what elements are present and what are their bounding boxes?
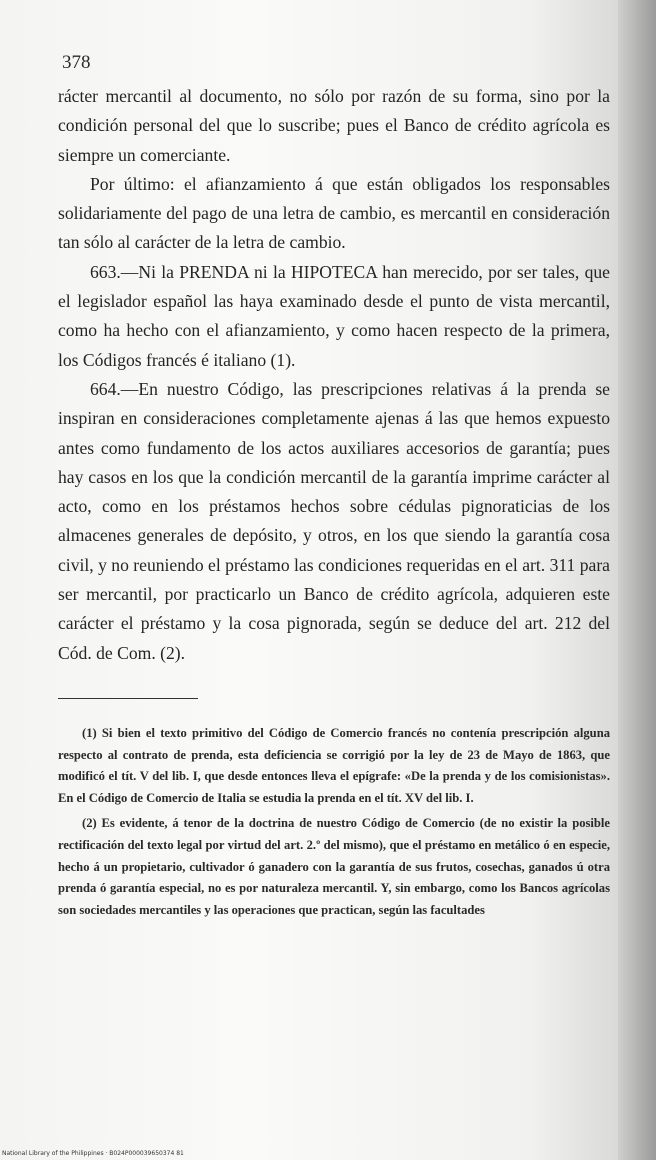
page-edge-shadow	[618, 0, 656, 1160]
body-text	[58, 82, 610, 668]
paragraph: 663.—Ni la PRENDA ni la HIPOTECA han merecido, por ser tales, que el legislador español las haya examinado desde el punto de vista mercantil, como ha hecho con el afianzamiento, y como hacen respecto de la primera, los Códigos francés é italiano (1).	[58, 261, 610, 370]
footnote: (1) Si bien el texto primitivo del Código de Comercio francés no contenía prescripción alguna respecto al contrato de prenda, esta deficiencia se corrigió por la ley de 23 de Mayo de 1863, que modificó el tít. V del lib. I, que desde entonces lleva el epígrafe: «De la prenda y de los comisionistas». En el Código de Comercio de Italia se estudia la prenda en el tít. XV del lib. I.	[58, 725, 610, 805]
paragraph: Por último: el afianzamiento á que están obligados los responsables solidariamente del pago de una letra de cambio, es mercantil en consideración tan sólo al carácter de la letra de cambio.	[58, 173, 610, 253]
paragraph: rácter mercantil al documento, no sólo por razón de su forma, sino por la condición personal del que lo suscribe; pues el Banco de crédito agrícola es siempre un comerciante.	[58, 86, 610, 165]
footnote-divider	[58, 698, 198, 699]
paragraph: 664.—En nuestro Código, las prescripciones relativas á la prenda se inspiran en consideraciones completamente ajenas á las que hemos expuesto antes como fundamento de los actos auxiliares accesorios de garantía; pues hay casos en los que la condición mercantil de la garantía imprime carácter al acto, como en los préstamos hechos sobre cédulas pignoraticias de los almacenes generales de depósito, y otros, en los que siendo la garantía cosa civil, y no reuniendo el préstamo las condiciones requeridas en el art. 311 para ser mercantil, por practicarlo un Banco de crédito agrícola, adquieren este carácter el préstamo y la cosa pignorada, según se deduce del art. 212 del Cód. de Com. (2).	[58, 378, 610, 663]
footnotes	[58, 723, 610, 921]
footnote: (2) Es evidente, á tenor de la doctrina de nuestro Código de Comercio (de no existir la posible rectificación del texto legal por virtud del art. 2.º del mismo), que el préstamo en metálico ó en especie, hecho á un propietario, cultivador ó ganadero con la garantía de sus frutos, cosechas, ganados ú otra prenda ó garantía especial, no es por naturaleza mercantil. Y, sin embargo, como los Bancos agrícolas son sociedades mercantiles y las operaciones que practican, según las facultades	[58, 816, 610, 917]
page-content	[58, 52, 610, 925]
page-number: 378	[62, 52, 91, 73]
scan-footer: National Library of the Philippines · B024P000039650374 81	[2, 1150, 184, 1157]
